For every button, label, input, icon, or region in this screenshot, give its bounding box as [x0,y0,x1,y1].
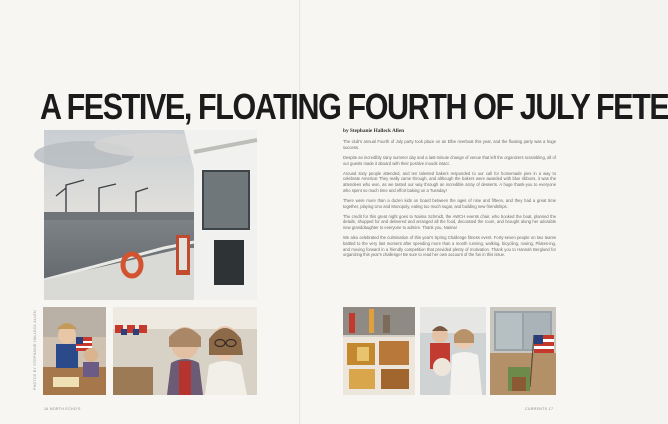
footer-page-right: CURRENTS 17 [525,407,554,411]
article-paragraph: Around sixty people attended, and ten talented bakers responded to our call for homemade pies in a way to celebrate America! They really came through, and although the bakers were awarded with blue ribbons, it was the attendees who won, as we tasted our way through an incredible array of desserts. A huge thank-you to everyone who spent so much time and effort baking on a Tuesday! [343,170,556,193]
photo-credit: PHOTOS BY STEPHANIE HALLECK ALLEN [33,310,37,390]
child-with-flag-photo [43,307,106,395]
article-paragraph: Despite an incredibly rainy summer day and a last-minute change of venue that left the organizers scrambling, all of our guests made it aboard with their positive moods intact. [343,154,556,166]
article-paragraph: The club's annual Fourth of July party took place on an Elbe riverboat this year, and the floating party was a huge success. [343,139,556,150]
page-gutter [299,0,301,424]
article-paragraph: The credit for this great night goes to Naima Schmidt, the AWCH events chair, who booked the boat, planned the details, shopped for and delivered and arranged all the food, decorated the room, and brought along her adorable new granddaughter to everyone to admire. Thank you, Naima! [343,213,556,230]
guests-pair-photo [420,307,486,395]
women-portrait-photo [113,307,257,395]
article-body [343,128,556,262]
footer-page-left: 16 NORTH ECHO'S [44,407,81,411]
desserts-table-photo [343,307,415,395]
flag-window-photo [490,307,556,395]
article-byline: by Stephanie Halleck Allen [343,128,405,134]
article-paragraph: We also celebrated the culmination of this year's Spring Challenge fitness event. Forty-seven people on two teams battled to the very last moment after spending more than a month running, walking, bicycling, rowing, Pilates-ing, and moving forward in a friendly competition that provided plenty of motivation. Thank you to Hannah Berglund for organizing this year's challenge! Be sure to read her own account of the fun in this issue. [343,235,556,258]
riverboat-photo [44,130,257,300]
article-paragraph: There were more than a dozen kids on board between the ages of nine and fifteen, and they had a great time together, playing Uno and Monopoly, eating too much sugar, and building new friendships. [343,197,556,209]
article-headline: A FESTIVE, FLOATING FOURTH OF JULY FETE [40,87,668,128]
